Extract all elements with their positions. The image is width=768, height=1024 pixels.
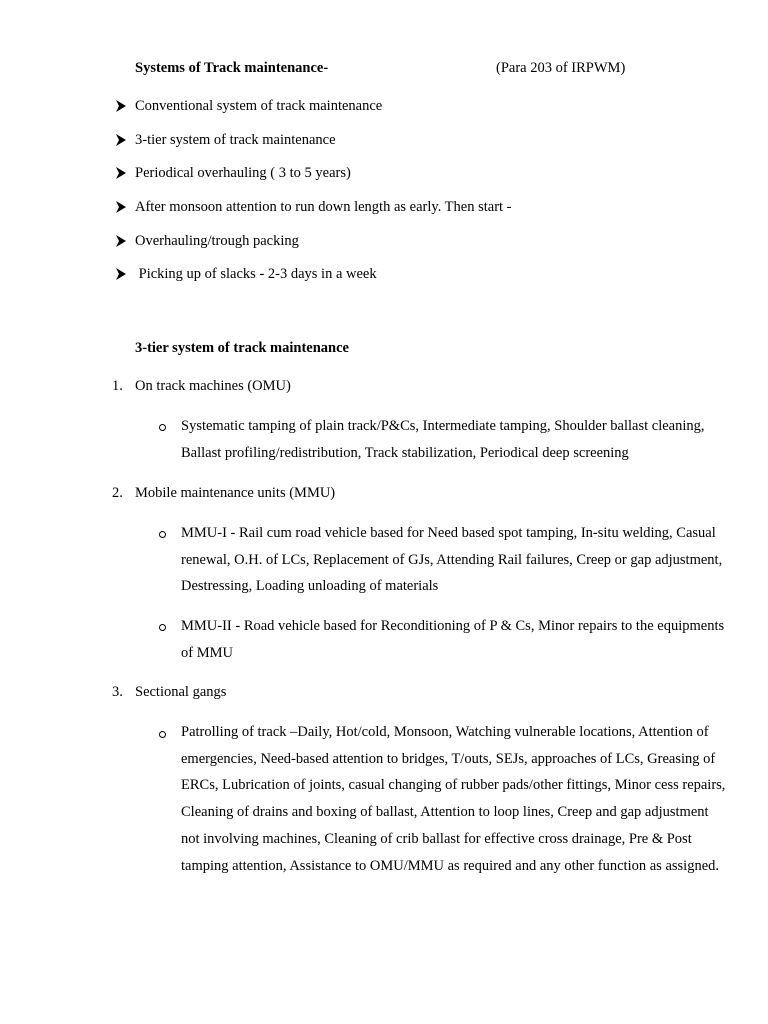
arrow-bullet-icon [115,235,127,247]
para-reference: (Para 203 of IRPWM) [496,60,626,76]
circle-bullet-icon [159,624,166,631]
circle-bullet-icon [159,531,166,538]
sub-item-text: MMU-I - Rail cum road vehicle based for Need based spot tamping, In-situ welding, Casual renewal, O.H. of LCs, Replacement of GJs, Attending Rail failures, Creep or gap adjustment, Destressing, Loading unloading of materials [181,525,723,595]
arrow-bullet-icon [115,167,127,179]
circle-bullet-icon [159,731,166,738]
item-label: On track machines (OMU) [135,378,291,394]
list-item-text: After monsoon attention to run down length as early. Then start - [135,199,512,215]
arrow-bullet-icon [115,100,127,112]
item-label: Sectional gangs [135,684,227,700]
circle-bullet-icon [159,424,166,431]
list-item-text: Conventional system of track maintenance [135,98,383,114]
sub-item-text: Patrolling of track –Daily, Hot/cold, Monsoon, Watching vulnerable locations, Attention of emergencies, Need-based attention to bridges, T/outs, SEJs, approaches of LCs, Greasing of ERCs, Lubrication of joints, casual changing of rubber pads/other fittings, Minor cess repairs, Cleaning of drains and boxing of ballast, Attention to loop lines, Creep and gap adjustment not involving machines, Cleaning of crib ballast for effective cross drainage, Pre & Post tamping attention, Assistance to OMU/MMU as required and any other function as assigned. [181,724,726,874]
list-item-text: Periodical overhauling ( 3 to 5 years) [135,165,351,181]
item-number: 3. [112,684,123,700]
subsection-heading: 3-tier system of track maintenance [135,340,349,356]
item-number: 2. [112,485,123,501]
item-number: 1. [112,378,123,394]
list-item-text: Overhauling/trough packing [135,233,299,249]
list-item-text: 3-tier system of track maintenance [135,132,336,148]
item-label: Mobile maintenance units (MMU) [135,485,336,501]
sub-item-text: Systematic tamping of plain track/P&Cs, Intermediate tamping, Shoulder ballast cleaning, Ballast profiling/redistribution, Track stabilization, Periodical deep screening [181,418,705,461]
arrow-bullet-icon [115,201,127,213]
list-item-text: Picking up of slacks - 2-3 days in a week [135,266,377,282]
sub-item-text: MMU-II - Road vehicle based for Reconditioning of P & Cs, Minor repairs to the equipments of MMU [181,618,725,661]
arrow-bullet-icon [115,134,127,146]
arrow-bullet-icon [115,268,127,280]
section-title: Systems of Track maintenance- [135,60,329,76]
